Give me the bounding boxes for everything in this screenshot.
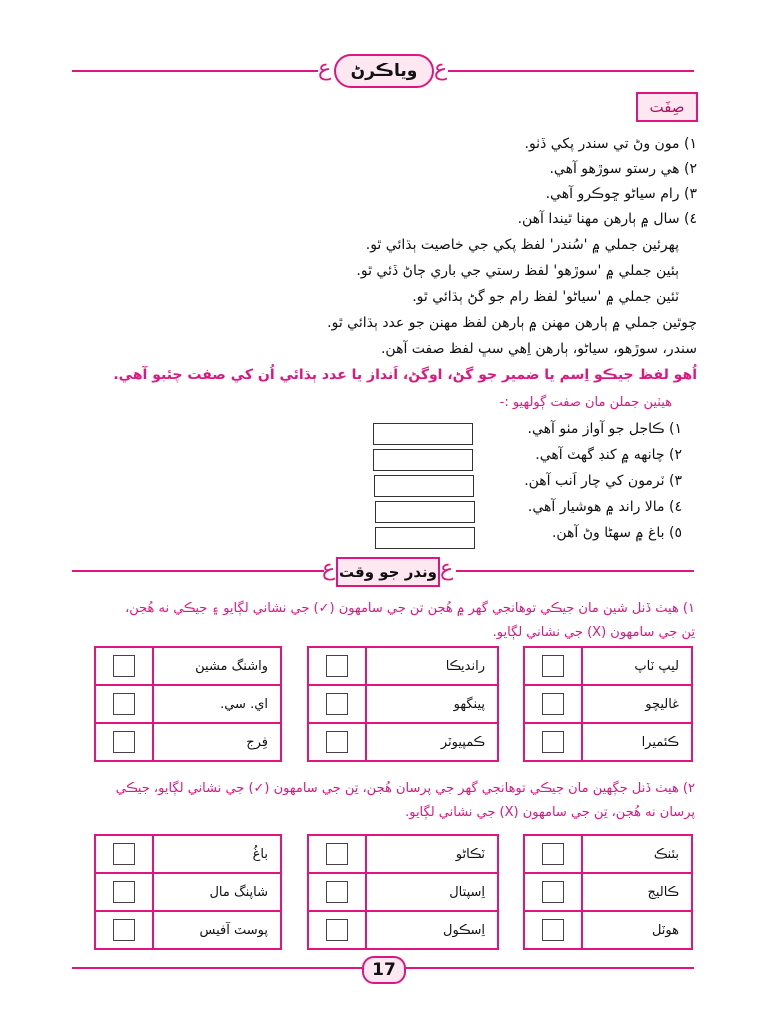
checkbox[interactable] xyxy=(326,731,348,753)
checkbox[interactable] xyxy=(113,843,135,865)
table-row xyxy=(308,723,498,761)
item-label: ڪمپيوٽر xyxy=(366,723,498,761)
exercise-item-2: ٢) چانهه ۾ کنڊ گهٽ آهي. xyxy=(535,447,682,463)
checkbox[interactable] xyxy=(542,843,564,865)
item-label: فِرج xyxy=(153,723,281,761)
table-row xyxy=(524,835,692,873)
checkbox[interactable] xyxy=(326,881,348,903)
q1-table-left xyxy=(94,646,282,762)
q1-line2: تِن جي سامهون (X) جي نشاني لڳايو. xyxy=(492,625,695,640)
exercise-item-5: ٥) باغ ۾ سهڻا وڻ آهن. xyxy=(551,525,682,541)
table-row xyxy=(95,723,281,761)
item-label: اِسڪول xyxy=(366,911,498,949)
q2-table-right xyxy=(523,834,693,950)
table-row xyxy=(524,685,692,723)
answer-box-4[interactable] xyxy=(375,501,475,523)
section2-curl-right: ع xyxy=(440,556,454,581)
table-row xyxy=(524,873,692,911)
header-curl-right: ع xyxy=(434,56,448,81)
item-label: واشنگ مشين xyxy=(153,647,281,685)
page-title: وياڪرڻ xyxy=(334,54,434,88)
table-row xyxy=(524,911,692,949)
exercise-item-4: ٤) مالا راند ۾ هوشيار آهي. xyxy=(527,499,682,515)
checkbox[interactable] xyxy=(326,843,348,865)
checkbox[interactable] xyxy=(113,693,135,715)
item-label: رانديڪا xyxy=(366,647,498,685)
checkbox[interactable] xyxy=(113,881,135,903)
checkbox[interactable] xyxy=(326,655,348,677)
q1-table-right xyxy=(523,646,693,762)
exercise-item-3: ٣) ٽرمون کي چار اَنب آهن. xyxy=(524,473,682,489)
checkbox[interactable] xyxy=(113,731,135,753)
item-label: اِسپتال xyxy=(366,873,498,911)
table-row xyxy=(95,873,281,911)
item-label: بئنڪ xyxy=(582,835,692,873)
answer-box-3[interactable] xyxy=(374,475,474,497)
sentence-1: ١) مون وڻ تي سندر پکي ڏٺو. xyxy=(524,136,697,152)
section2-curl-left: ع xyxy=(322,556,336,581)
sentence-3: ٣) رام سياڻو ڇوڪرو آهي. xyxy=(545,186,697,202)
item-label: شاپنگ مال xyxy=(153,873,281,911)
exercise-item-1: ١) ڪاجل جو آواز مٺو آهي. xyxy=(527,421,682,437)
explanation-4: چوٿين جملي ۾ ٻارهن مهنن ۾ ٻارهن لفظ مهنن جو عدد ٻڌائي ٿو. xyxy=(327,315,697,331)
section2-title: وندر جو وقت xyxy=(336,557,440,587)
page-number: 17 xyxy=(362,956,406,984)
header-rule-left xyxy=(72,70,318,72)
answer-box-5[interactable] xyxy=(375,527,475,549)
explanation-2: ٻئين جملي ۾ 'سوڙهو' لفظ رستي جي باري ڄاڻ ڏئي ٿو. xyxy=(356,263,679,279)
footer-rule-right xyxy=(402,967,694,969)
answer-box-1[interactable] xyxy=(373,423,473,445)
checkbox[interactable] xyxy=(542,731,564,753)
exercise-instruction: هيٺين جملن مان صفت ڳولهيو :- xyxy=(499,395,672,410)
section-label-sift: صِفَت xyxy=(636,92,698,122)
header-rule-right xyxy=(448,70,694,72)
table-row xyxy=(308,647,498,685)
answer-box-2[interactable] xyxy=(373,449,473,471)
table-row xyxy=(95,911,281,949)
table-row xyxy=(95,835,281,873)
item-label: غاليچو xyxy=(582,685,692,723)
table-row xyxy=(95,647,281,685)
table-row xyxy=(308,911,498,949)
item-label: باغُ xyxy=(153,835,281,873)
item-label: هوٽل xyxy=(582,911,692,949)
q2-table-left xyxy=(94,834,282,950)
checkbox[interactable] xyxy=(542,655,564,677)
sentence-2: ٢) هي رستو سوڙهو آهي. xyxy=(549,161,697,177)
item-label: اي. سي. xyxy=(153,685,281,723)
item-label: ڪئميرا xyxy=(582,723,692,761)
section2-rule-right xyxy=(456,570,694,572)
checkbox[interactable] xyxy=(542,693,564,715)
table-row xyxy=(308,835,498,873)
item-label: ليپ ٽاپ xyxy=(582,647,692,685)
q2-line2: پرسان نه هُجن، تِن جي سامهون (X) جي نشاني لڳايو. xyxy=(405,805,695,820)
table-row xyxy=(524,647,692,685)
checkbox[interactable] xyxy=(326,919,348,941)
sentence-4: ٤) سال ۾ ٻارهن مهنا ٿيندا آهن. xyxy=(517,211,697,227)
q1-line1: ١) هيٺ ڏنل شين مان جيڪي توهانجي گهر ۾ هُجن تن جي سامهون (✓) جي نشاني لڳايو ۽ جيڪي نه هُجن، xyxy=(125,601,695,616)
table-row xyxy=(95,685,281,723)
q1-table-middle xyxy=(307,646,499,762)
explanation-3: ٽئين جملي ۾ 'سياڻو' لفظ رام جو گڻ ٻڌائي ٿو. xyxy=(412,289,679,305)
q2-line1: ٢) هيٺ ڏنل جڳهين مان جيڪي توهانجي گهر جي پرسان هُجن، تِن جي سامهون (✓) جي نشاني لڳايو، جيڪي xyxy=(115,781,695,796)
checkbox[interactable] xyxy=(113,655,135,677)
checkbox[interactable] xyxy=(542,881,564,903)
q2-table-middle xyxy=(307,834,499,950)
definition: اُهو لفظ جيڪو اِسم يا ضمير جو گڻ، اوگڻ، اَنداز يا عدد ٻڌائي اُن کي صفت چئبو آهي. xyxy=(113,367,697,383)
table-row xyxy=(308,873,498,911)
checkbox[interactable] xyxy=(542,919,564,941)
footer-rule-left xyxy=(72,967,362,969)
item-label: پوسٽ آفيس xyxy=(153,911,281,949)
table-row xyxy=(308,685,498,723)
checkbox[interactable] xyxy=(113,919,135,941)
header-curl-left: ع xyxy=(318,56,332,81)
explanation-5: سندر، سوڙهو، سياڻو، ٻارهن اِهي سڀ لفظ صفت آهن. xyxy=(380,341,697,357)
section2-rule-left xyxy=(72,570,324,572)
table-row xyxy=(524,723,692,761)
item-label: ٽڪاڻو xyxy=(366,835,498,873)
item-label: ڪاليج xyxy=(582,873,692,911)
explanation-1: پهرئين جملي ۾ 'سُندر' لفظ پکي جي خاصيت ٻڌائي ٿو. xyxy=(365,237,679,253)
checkbox[interactable] xyxy=(326,693,348,715)
item-label: پينگهو xyxy=(366,685,498,723)
